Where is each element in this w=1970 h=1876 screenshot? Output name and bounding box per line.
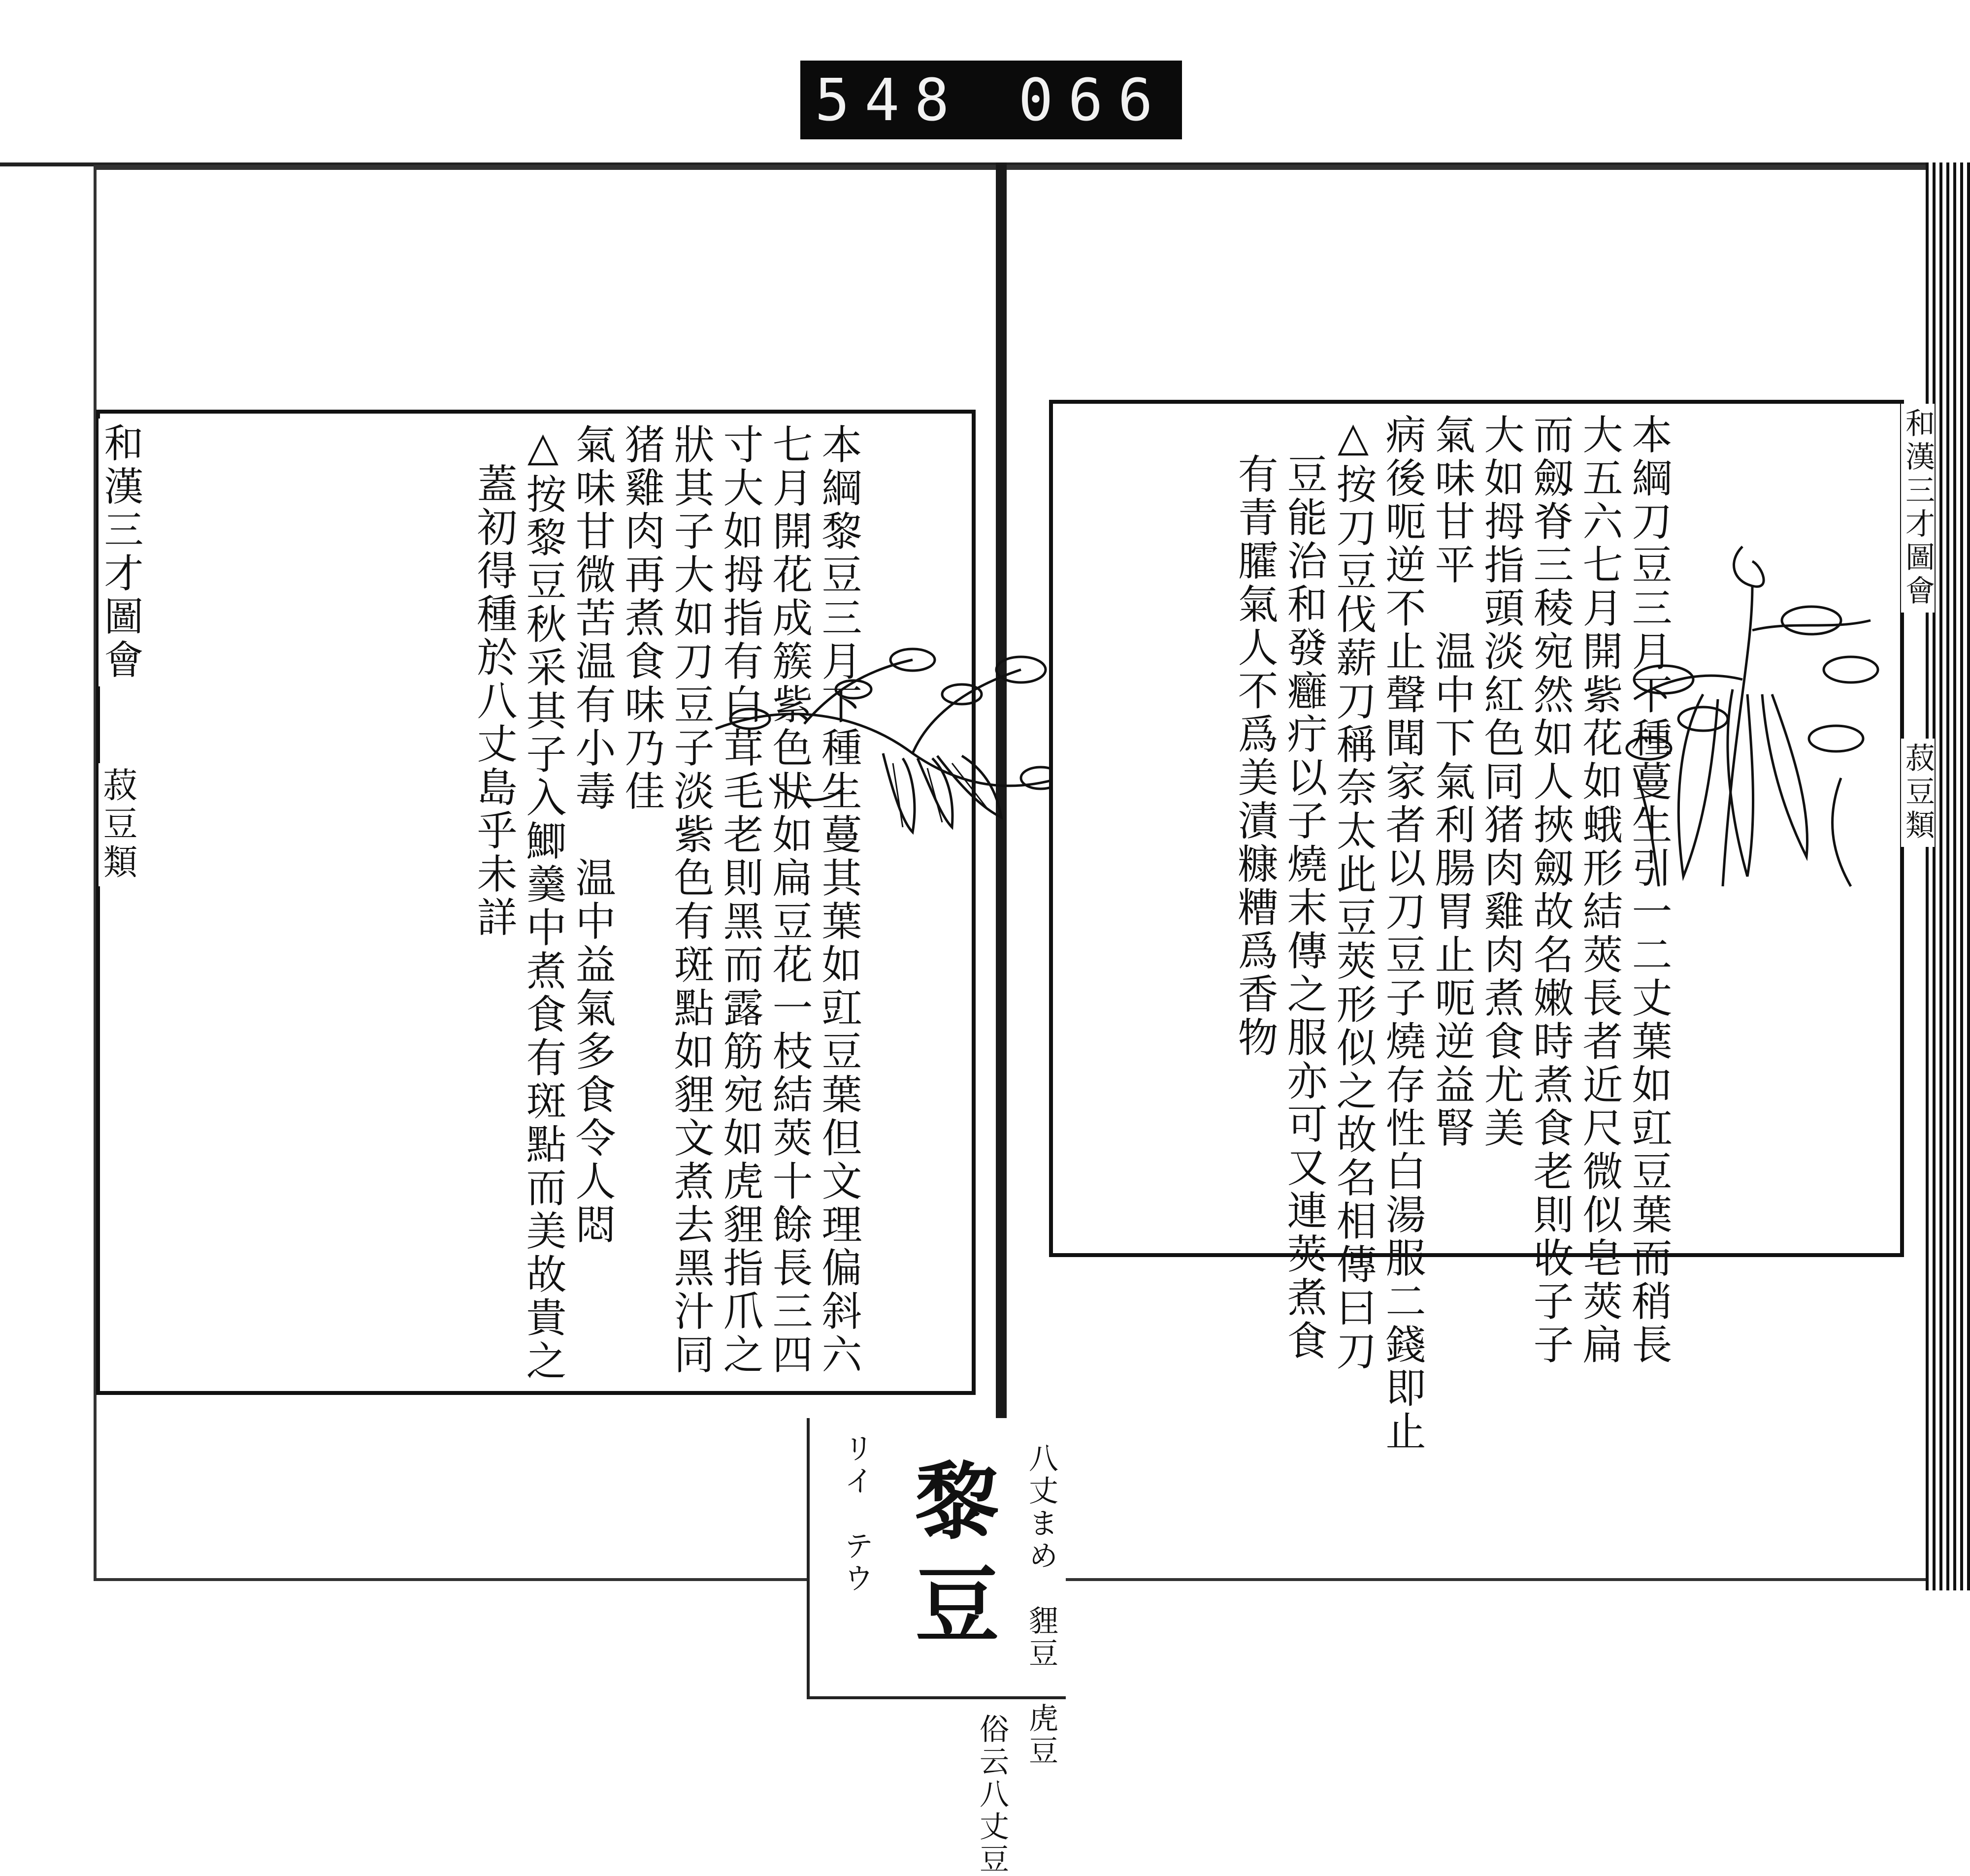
book-fore-edge <box>1926 162 1970 1590</box>
left-reading: リイ テウ <box>839 1433 874 1595</box>
left-margin-title: 和漢三才圖會 <box>98 419 142 686</box>
right-body-line-8: 豆能治和發癰疔以子燒末傳之服亦可又連莢煮食 <box>1280 453 1327 1363</box>
right-body-line-2: 大五六七月開紫花如蛾形結莢長者近尺微似皂莢扁 <box>1576 414 1623 1367</box>
left-body-line-8: 蓋初得種於八丈島乎未詳 <box>470 463 517 939</box>
right-body-line-3: 而劔脊三稜宛然如人挾劔故名嫩時煮食老則收子子 <box>1527 414 1574 1367</box>
stamp-right-number: 066 <box>1018 66 1168 134</box>
right-margin-title: 和漢三才圖會 <box>1901 404 1935 613</box>
right-body-line-7: △按刀豆伐薪刀稱奈太此豆莢形似之故名相傳曰刀 <box>1330 414 1377 1373</box>
archive-stamp <box>800 61 1182 139</box>
left-title-panel <box>807 1418 1066 1876</box>
right-body-line-5: 氣味甘平 温中下氣利腸胃止呃逆益腎 <box>1428 414 1475 1150</box>
left-body-line-1: 本綱黎豆三月下種生蔓其葉如豇豆葉但文理偏斜六 <box>815 423 862 1377</box>
stamp-left-number: 548 <box>815 66 964 134</box>
left-common-name: 俗云八丈豆 <box>975 1714 1009 1876</box>
right-margin-subtitle: 菽豆類 <box>1901 739 1935 847</box>
left-alt-names: 八丈まめ 貍豆 虎豆 <box>1024 1443 1058 1768</box>
left-entry-title: 黎豆 <box>901 1457 999 1664</box>
left-body-line-6: 氣味甘微苦温有小毒 温中益氣多食令人悶 <box>569 423 616 1247</box>
left-body-line-7: △按黎豆秋采其子入鯽羹中煮食有斑點而美故貴之 <box>520 423 566 1383</box>
right-body-line-4: 大如拇指頭淡紅色同猪肉雞肉煮食尤美 <box>1478 414 1524 1150</box>
left-body-line-2: 七月開花成簇紫色狀如扁豆花一枝結莢十餘長三四 <box>766 423 813 1377</box>
left-margin-subtitle: 菽豆類 <box>98 763 137 886</box>
right-body-line-6: 病後呃逆不止聲聞家者以刀豆子燒存性白湯服二錢即止 <box>1379 414 1426 1454</box>
left-body-line-3: 寸大如拇指有白茸毛老則黑而露筋宛如虎貍指爪之 <box>717 423 763 1377</box>
left-body-line-5: 猪雞肉再煮食味乃佳 <box>618 423 665 813</box>
right-body-line-9: 有青臛氣人不爲美漬糠糟爲香物 <box>1231 453 1278 1060</box>
right-body-line-1: 本綱刀豆三月下種蔓生引一二丈葉如豇豆葉而稍長 <box>1625 414 1672 1367</box>
right-page-frame <box>1049 400 1904 1454</box>
left-body-line-4: 狀其子大如刀豆子淡紫色有斑點如貍文煮去黑汁同 <box>667 423 714 1377</box>
left-page-frame <box>96 410 1058 1876</box>
